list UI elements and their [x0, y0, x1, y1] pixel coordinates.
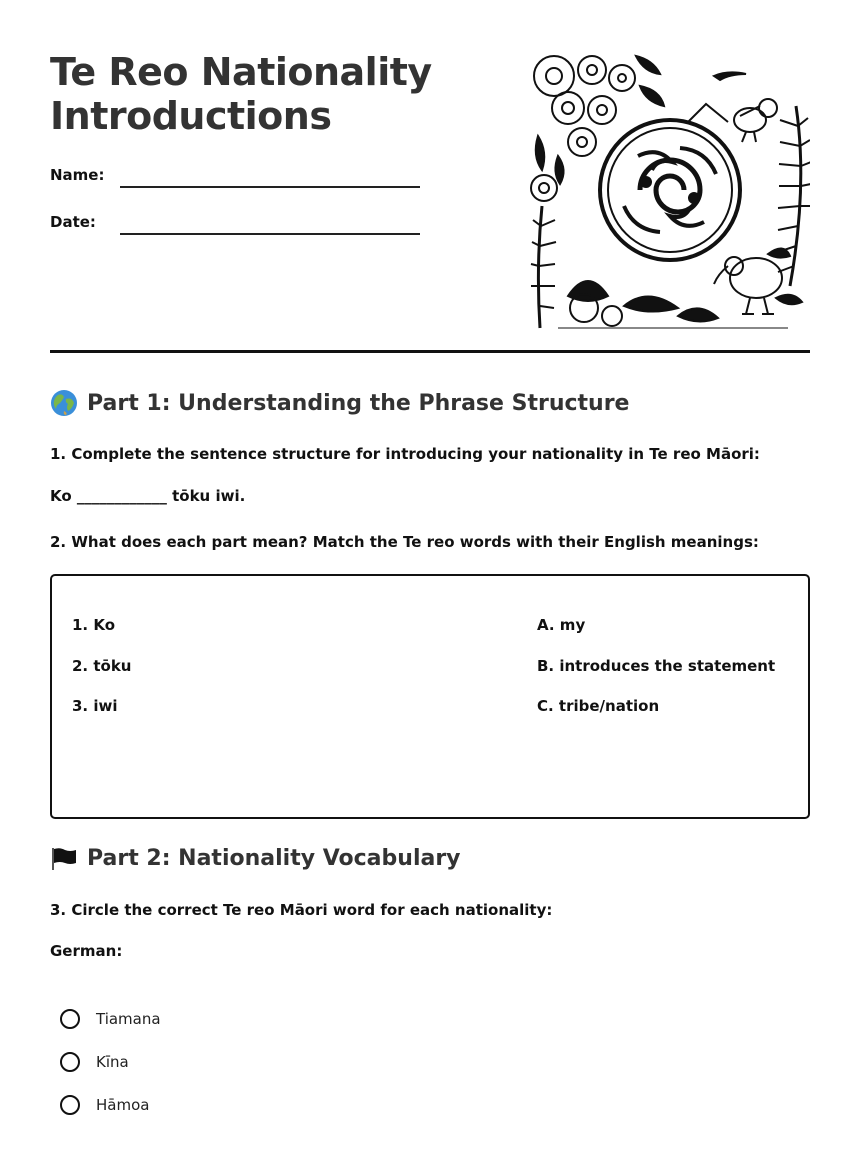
- match-left-3: 3. iwi: [72, 697, 118, 715]
- date-label: Date:: [50, 213, 96, 231]
- german-prompt: German:: [50, 942, 123, 960]
- name-line[interactable]: [120, 186, 420, 188]
- part1-heading-text: Part 1: Understanding the Phrase Structure: [87, 390, 630, 416]
- option-tiamana[interactable]: [60, 1009, 161, 1029]
- question-2: 2. What does each part mean? Match the Te reo words with their English meanings:: [50, 533, 759, 551]
- option-kina[interactable]: [60, 1052, 129, 1072]
- question-1: 1. Complete the sentence structure for introducing your nationality in Te reo Māori:: [50, 445, 760, 463]
- match-right-a: A. my: [537, 616, 586, 634]
- title-line-1: Te Reo Nationality: [50, 50, 432, 94]
- maori-illustration: [528, 46, 810, 334]
- page-title: [50, 50, 432, 138]
- question-3: 3. Circle the correct Te reo Māori word for each nationality:: [50, 901, 553, 919]
- radio-circle[interactable]: [60, 1095, 80, 1115]
- title-line-2: Introductions: [50, 94, 332, 138]
- match-left-1: 1. Ko: [72, 616, 116, 634]
- sentence-structure: Ko ____________ tōku iwi.: [50, 487, 246, 505]
- part2-heading-text: Part 2: Nationality Vocabulary: [87, 845, 461, 871]
- match-left-2: 2. tōku: [72, 657, 132, 675]
- matching-box: [50, 574, 810, 819]
- option-label: Hāmoa: [96, 1096, 150, 1114]
- option-hamoa[interactable]: [60, 1095, 149, 1115]
- radio-circle[interactable]: [60, 1009, 80, 1029]
- radio-circle[interactable]: [60, 1052, 80, 1072]
- part1-heading: [50, 389, 629, 417]
- flower-icon: [534, 56, 574, 96]
- date-line[interactable]: [120, 233, 420, 235]
- header-divider: [50, 350, 810, 353]
- globe-icon: [50, 389, 78, 417]
- match-right-b: B. introduces the statement: [537, 657, 776, 675]
- black-flag-icon: [50, 844, 78, 872]
- match-right-c: C. tribe/nation: [537, 697, 660, 715]
- part2-heading: [50, 844, 461, 872]
- name-label: Name:: [50, 166, 105, 184]
- option-label: Tiamana: [96, 1010, 161, 1028]
- option-label: Kīna: [96, 1053, 129, 1071]
